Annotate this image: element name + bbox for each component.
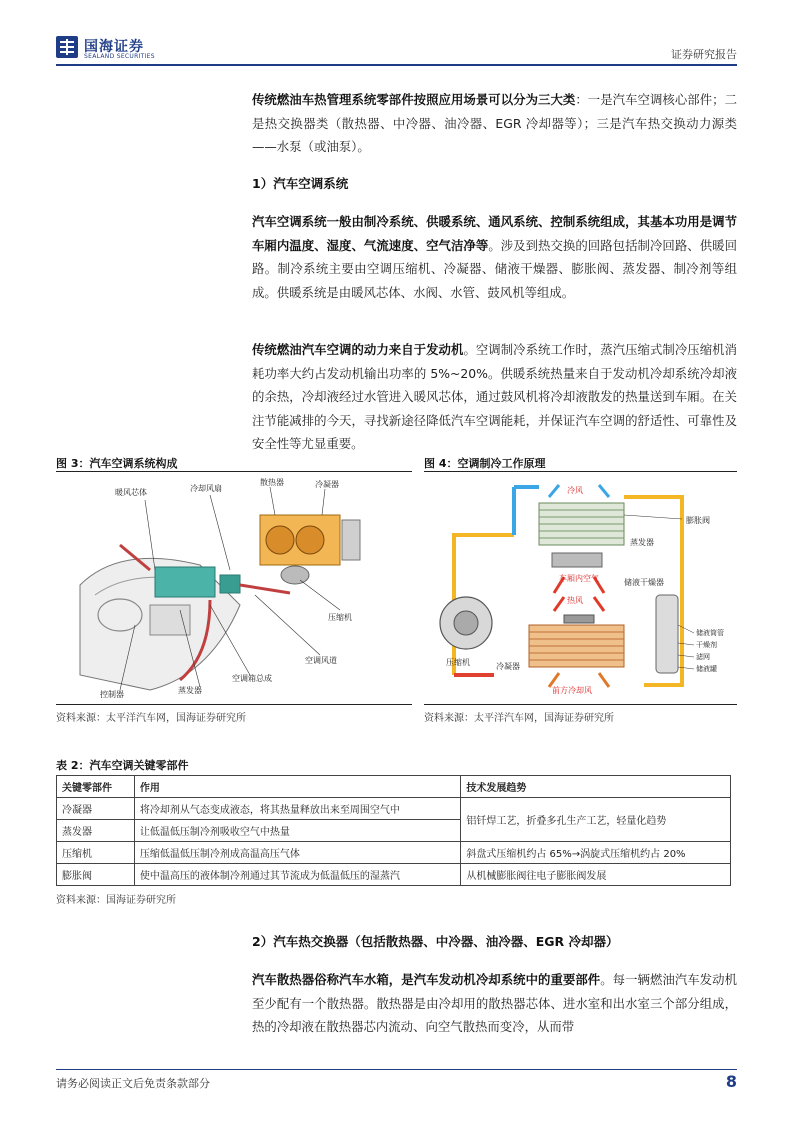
table-cell-part: 压缩机 xyxy=(57,842,135,864)
figure4-label-tank: 储液罐 xyxy=(696,665,717,673)
figure3-label-heater-core: 暖风芯体 xyxy=(115,488,147,497)
figure3-label-compressor: 压缩机 xyxy=(328,613,352,622)
figure4-label-cabin-air: 车厢内空气 xyxy=(559,574,599,583)
intro-paragraph xyxy=(252,88,737,159)
figure4-label-front-cooling-air: 前方冷却风 xyxy=(552,686,592,695)
brand-logo-icon xyxy=(56,36,78,58)
figure4-rule-bottom xyxy=(424,704,737,705)
page-number: 8 xyxy=(725,1072,737,1091)
figure3-label-controller: 控制器 xyxy=(100,690,124,699)
figure3-label-cooling-fan: 冷却风扇 xyxy=(190,484,222,493)
table-header-row xyxy=(57,776,731,798)
figure4-label-cold-air: 冷风 xyxy=(567,486,583,495)
table-cell-trend-merged: 铝钎焊工艺，折叠多孔生产工艺，轻量化趋势 xyxy=(461,798,731,842)
figure4-label-compressor: 压缩机 xyxy=(446,658,470,667)
brand-name-cn: 国海证券 xyxy=(84,39,144,55)
section1-p1-bold: 汽车空调系统一般由制冷系统、供暖系统、通风系统、控制系统组成，其基本功用是调节车厢内温度、湿度、气流速度、空气洁净等 xyxy=(252,214,737,253)
table-cell-trend: 斜盘式压缩机约占 65%→涡旋式压缩机约占 20% xyxy=(461,842,731,864)
section2-p-bold: 汽车散热器俗称汽车水箱，是汽车发动机冷却系统中的重要部件 xyxy=(252,972,601,987)
figure4-diagram xyxy=(424,475,737,703)
table-header-part: 关键零部件 xyxy=(57,776,135,798)
figure4-title: 图 4：空调制冷工作原理 xyxy=(424,457,546,470)
table-cell-role: 压缩低温低压制冷剂成高温高压气体 xyxy=(134,842,460,864)
intro-text: ：一是汽车空调核心部件；二是热交换器类（散热器、中冷器、油冷器、EGR 冷却器等）；三是汽车热交换动力源类——水泵（或油泵）。 xyxy=(252,92,738,154)
table2-title: 表 2：汽车空调关键零部件 xyxy=(56,759,189,772)
table-cell-part: 蒸发器 xyxy=(57,820,135,842)
section1-p2-bold: 传统燃油汽车空调的动力来自于发动机 xyxy=(252,342,464,357)
table-row xyxy=(57,798,731,820)
figure3-title: 图 3：汽车空调系统构成 xyxy=(56,457,178,470)
figure3-diagram xyxy=(60,475,405,703)
table-row xyxy=(57,864,731,886)
figure3-label-evaporator: 蒸发器 xyxy=(178,686,202,695)
section2-title: 2）汽车热交换器（包括散热器、中冷器、油冷器、EGR 冷却器） xyxy=(252,934,619,949)
section1-title: 1）汽车空调系统 xyxy=(252,176,349,191)
figure4-label-hot-air: 热风 xyxy=(567,596,583,605)
section2-p-text: 。每一辆燃油汽车发动机至少配有一个散热器。散热器是由冷却用的散热器芯体、进水室和出水室三个部分组成，热的冷却液在散热器芯内流动、向空气散热而变冷，从而带 xyxy=(252,972,738,1034)
section1-p2-text: 。空调制冷系统工作时，蒸汽压缩式制冷压缩机消耗功率大约占发动机输出功率的 5%~20%。供暖系统热量来自于发动机冷却系统冷却液的余热，冷却液经过水管进入暖风芯体，通过鼓风机将冷却液散发的热量送到车厢。在关注节能减排的今天，寻找新途径降低汽车空调能耗，并保证汽车空调的舒适性、可靠性及安全性等尤显重要。 xyxy=(252,342,738,451)
figure4-label-receiver-drier: 储液干燥器 xyxy=(624,578,664,587)
figure4-label-evaporator: 蒸发器 xyxy=(630,538,654,547)
figure3-source: 资料来源：太平洋汽车网，国海证券研究所 xyxy=(56,713,246,724)
header-divider xyxy=(56,64,737,66)
table-cell-role: 使中温高压的液体制冷剂通过其节流成为低温低压的湿蒸汽 xyxy=(134,864,460,886)
figure3-label-air-duct: 空调风道 xyxy=(305,656,337,665)
section1-paragraph2 xyxy=(252,338,737,456)
figure4-label-desiccant: 干燥剂 xyxy=(696,641,717,649)
section1-p1-text: 。涉及到热交换的回路包括制冷回路、供暖回路。制冷系统主要由空调压缩机、冷凝器、储液干燥器、膨胀阀、蒸发器、制冷剂等组成。供暖系统是由暖风芯体、水阀、水管、鼓风机等组成。 xyxy=(252,237,738,300)
table-cell-role: 让低温低压制冷剂吸收空气中热量 xyxy=(134,820,460,842)
table-cell-trend: 从机械膨胀阀往电子膨胀阀发展 xyxy=(461,864,731,886)
table-header-trend: 技术发展趋势 xyxy=(461,776,731,798)
figure3-label-condenser: 冷凝器 xyxy=(315,480,339,489)
table-cell-part: 冷凝器 xyxy=(57,798,135,820)
footer-divider xyxy=(56,1069,737,1070)
brand-name-en: SEALAND SECURITIES xyxy=(84,53,155,60)
figure4-label-filter: 滤网 xyxy=(696,653,710,661)
footer-disclaimer: 请务必阅读正文后免责条款部分 xyxy=(56,1077,210,1090)
figure4-rule-top xyxy=(424,471,737,472)
figure4-source: 资料来源：太平洋汽车网，国海证券研究所 xyxy=(424,713,614,724)
table-row xyxy=(57,842,731,864)
figure3-rule-top xyxy=(56,471,412,472)
figure3-label-hvac-box: 空调箱总成 xyxy=(232,674,272,683)
table-cell-part: 膨胀阀 xyxy=(57,864,135,886)
intro-bold: 传统燃油车热管理系统零部件按照应用场景可以分为三大类 xyxy=(252,92,576,107)
figure4-label-expansion-valve: 膨胀阀 xyxy=(686,516,710,525)
table2-source: 资料来源：国海证券研究所 xyxy=(56,895,176,906)
key-parts-table xyxy=(56,775,731,886)
figure4-label-tube: 储液筒管 xyxy=(696,629,724,637)
section1-paragraph1 xyxy=(252,210,737,304)
figure3-label-radiator: 散热器 xyxy=(260,478,284,487)
section2-paragraph xyxy=(252,968,737,1039)
table-cell-role: 将冷却剂从气态变成液态，将其热量释放出来至周围空气中 xyxy=(134,798,460,820)
figure3-rule-bottom xyxy=(56,704,412,705)
table-header-role: 作用 xyxy=(134,776,460,798)
report-type: 证券研究报告 xyxy=(671,48,737,61)
figure4-label-condenser: 冷凝器 xyxy=(496,662,520,671)
